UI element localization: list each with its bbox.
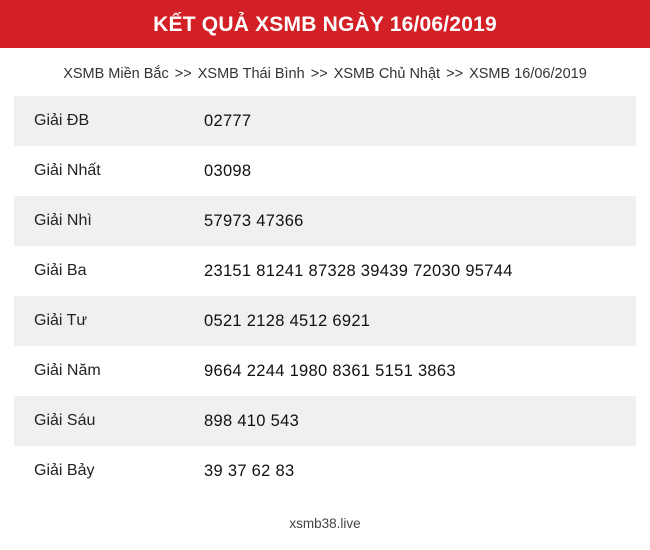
prize-label: Giải Tư xyxy=(34,312,88,329)
prize-numbers: 39 37 62 83 xyxy=(204,461,295,480)
table-row xyxy=(14,296,636,346)
prize-label: Giải Sáu xyxy=(34,412,96,429)
table-row xyxy=(14,396,636,446)
table-row xyxy=(14,146,636,196)
page-header xyxy=(0,0,650,48)
prize-label: Giải Ba xyxy=(34,262,87,279)
breadcrumb-item-1[interactable]: XSMB Thái Bình xyxy=(197,66,305,82)
prize-numbers: 03098 xyxy=(204,161,252,180)
prize-numbers: 02777 xyxy=(204,111,252,130)
prize-label: Giải Nhất xyxy=(34,162,101,179)
table-row xyxy=(14,96,636,146)
table-row xyxy=(14,196,636,246)
table-row xyxy=(14,246,636,296)
prize-label: Giải Bảy xyxy=(34,462,95,479)
site-name: xsmb38.live xyxy=(289,516,361,531)
table-row xyxy=(14,446,636,496)
results-table xyxy=(14,96,636,496)
breadcrumb-item-3[interactable]: XSMB 16/06/2019 xyxy=(469,66,587,82)
prize-label: Giải Năm xyxy=(34,362,101,379)
prize-label: Giải ĐB xyxy=(34,112,90,129)
prize-numbers: 898 410 543 xyxy=(204,411,300,430)
page-title: KẾT QUẢ XSMB NGÀY 16/06/2019 xyxy=(153,12,497,36)
breadcrumb xyxy=(0,48,650,96)
page-footer xyxy=(0,496,650,550)
prize-numbers: 0521 2128 4512 6921 xyxy=(204,311,371,330)
breadcrumb-separator: >> xyxy=(174,66,192,82)
prize-label: Giải Nhì xyxy=(34,212,92,229)
table-row xyxy=(14,346,636,396)
breadcrumb-separator: >> xyxy=(310,66,328,82)
prize-numbers: 57973 47366 xyxy=(204,211,304,230)
breadcrumb-item-2[interactable]: XSMB Chủ Nhật xyxy=(333,66,441,82)
prize-numbers: 9664 2244 1980 8361 5151 3863 xyxy=(204,361,456,380)
breadcrumb-separator: >> xyxy=(446,66,464,82)
prize-numbers: 23151 81241 87328 39439 72030 95744 xyxy=(204,261,513,280)
breadcrumb-item-0[interactable]: XSMB Miền Bắc xyxy=(63,66,169,82)
